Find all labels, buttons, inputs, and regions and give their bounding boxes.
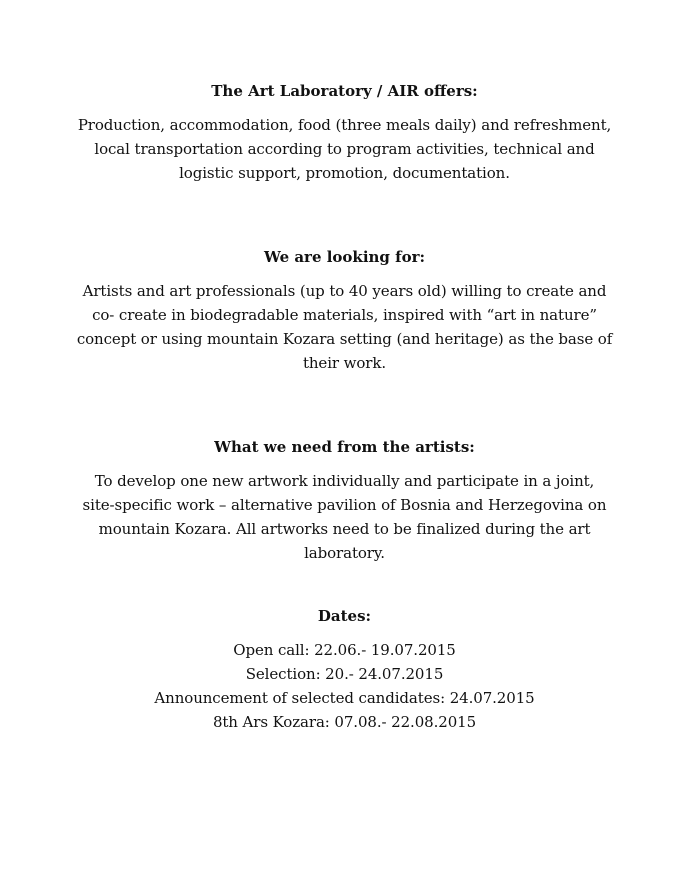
text-line: Production, accommodation, food (three meals daily) and refreshment,	[77, 116, 612, 134]
section-heading-dates: Dates:	[317, 607, 372, 625]
section-offers	[70, 81, 619, 185]
text-line: Artists and art professionals (up to 40 years old) willing to create and	[82, 282, 607, 300]
section-body-offers	[70, 113, 619, 185]
section-body-looking-for	[70, 279, 619, 375]
date-line: Open call: 22.06.- 19.07.2015	[233, 641, 456, 659]
date-line: 8th Ars Kozara: 07.08.- 22.08.2015	[212, 713, 477, 731]
date-line: Selection: 20.- 24.07.2015	[245, 665, 444, 683]
text-line: mountain Kozara. All artworks need to be finalized during the art	[98, 520, 591, 538]
text-line: site-specific work – alternative pavilion of Bosnia and Herzegovina on	[82, 496, 607, 514]
text-line: local transportation according to program activities, technical and	[94, 140, 595, 158]
text-line: their work.	[302, 354, 387, 372]
section-dates	[70, 606, 619, 734]
text-line: laboratory.	[304, 544, 385, 562]
section-body-dates	[70, 638, 619, 734]
text-line: To develop one new artwork individually and participate in a joint,	[94, 472, 595, 490]
date-line: Announcement of selected candidates: 24.07.2015	[154, 689, 535, 707]
section-heading-offers: The Art Laboratory / AIR offers:	[211, 82, 478, 100]
section-heading-looking-for: We are looking for:	[263, 248, 426, 266]
section-heading-artist-requirements: What we need from the artists:	[214, 438, 475, 456]
text-line: logistic support, promotion, documentation.	[179, 164, 510, 182]
section-artist-requirements	[70, 437, 619, 565]
text-line: co- create in biodegradable materials, inspired with “art in nature”	[92, 306, 597, 324]
text-line: concept or using mountain Kozara setting (and heritage) as the base of	[76, 330, 613, 348]
section-body-artist-requirements	[70, 469, 619, 565]
section-looking-for	[70, 247, 619, 375]
